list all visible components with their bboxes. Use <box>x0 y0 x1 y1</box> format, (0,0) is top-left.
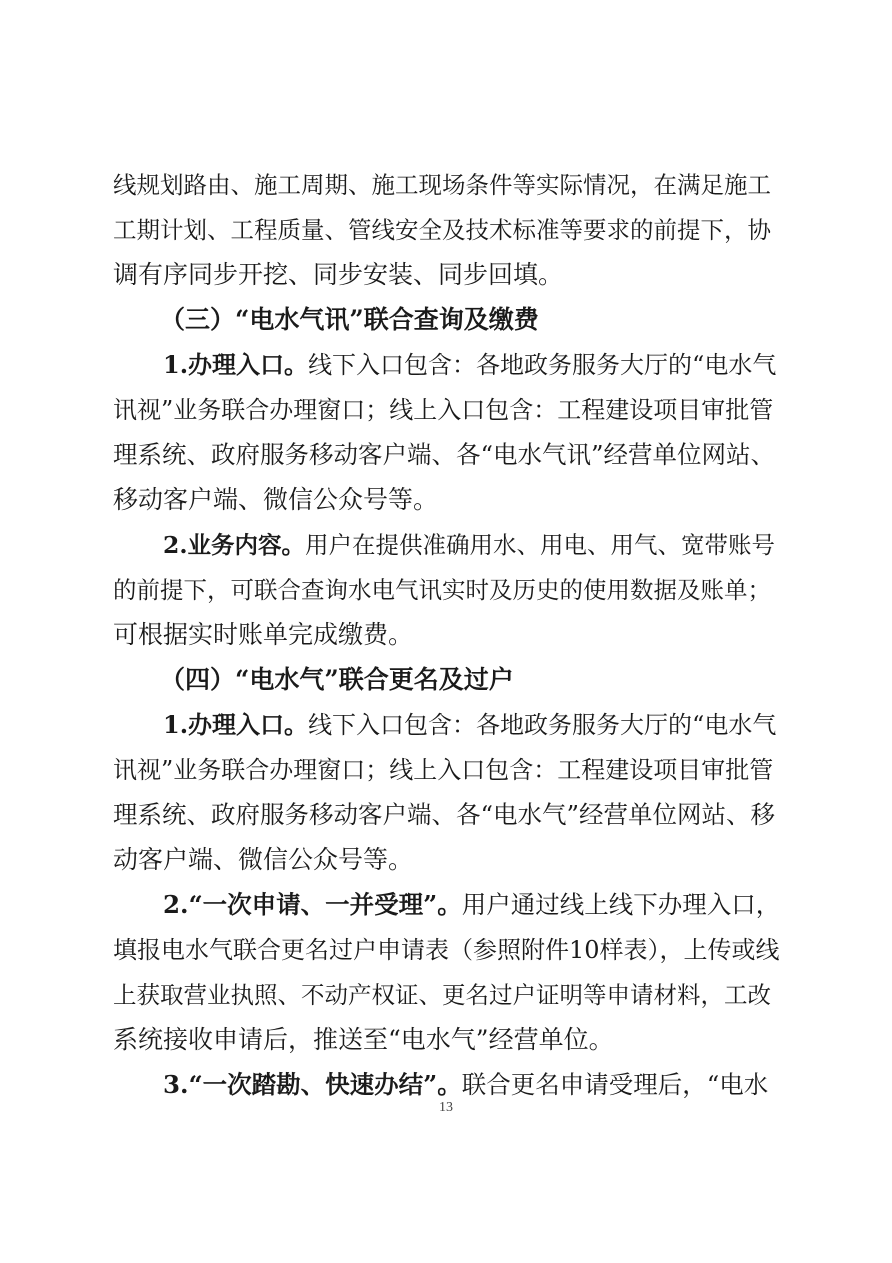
heading-text: （三）“电水气讯”联合查询及缴费 <box>160 305 539 334</box>
line-text: 线规划路由、施工周期、施工现场条件等实际情况，在满足施工 <box>113 171 771 199</box>
page-number: 13 <box>439 1100 453 1115</box>
paragraph-line <box>113 753 773 787</box>
paragraph-line <box>163 528 775 562</box>
paragraph-line <box>113 573 771 607</box>
paragraph-line <box>113 933 780 967</box>
paragraph-line <box>163 348 776 382</box>
line-text: 填报电水气联合更名过户申请表（参照附件10样表），上传或线 <box>113 936 780 964</box>
paragraph-line <box>163 708 776 742</box>
item-label: 2.业务内容。 <box>163 531 306 559</box>
line-text: 系统接收申请后，推送至“电水气”经营单位。 <box>113 1025 614 1054</box>
paragraph-line <box>113 1023 614 1057</box>
line-text: 的前提下，可联合查询水电气讯实时及历史的使用数据及账单； <box>113 576 771 604</box>
paragraph-line <box>113 978 771 1012</box>
line-text: 移动客户端、微信公众号等。 <box>113 485 439 514</box>
line-text: 理系统、政府服务移动客户端、各“电水气讯”经营单位网站、 <box>113 440 776 469</box>
paragraph-line <box>113 798 775 832</box>
paragraph-line <box>113 438 775 472</box>
line-text: 用户通过线上线下办理入口， <box>461 890 781 919</box>
line-text: 联合更名申请受理后，“电水 <box>461 1070 769 1099</box>
line-text: 工期计划、工程质量、管线安全及技术标准等要求的前提下，协 <box>113 216 771 244</box>
paragraph-line <box>113 618 413 652</box>
line-text: 讯视”业务联合办理窗口；线上入口包含：工程建设项目审批管 <box>113 756 774 784</box>
item-label: 1.办理入口。 <box>163 350 309 379</box>
item-label: 2.“一次申请、一并受理”。 <box>163 890 462 919</box>
line-text: 讯视”业务联合办理窗口；线上入口包含：工程建设项目审批管 <box>113 396 774 424</box>
paragraph-line <box>163 1068 768 1102</box>
paragraph-line <box>113 213 771 247</box>
line-text: 理系统、政府服务移动客户端、各“电水气”经营单位网站、移 <box>113 800 776 829</box>
item-label: 1.办理入口。 <box>163 710 309 739</box>
heading-text: （四）“电水气”联合更名及过户 <box>160 665 514 694</box>
line-text: 线下入口包含：各地政务服务大厅的“电水气 <box>308 711 777 739</box>
line-text: 线下入口包含：各地政务服务大厅的“电水气 <box>308 351 777 379</box>
paragraph-line <box>163 888 780 922</box>
section-heading-4 <box>160 663 514 697</box>
item-label: 3.“一次踏勘、快速办结”。 <box>163 1070 462 1099</box>
paragraph-line <box>113 393 773 427</box>
paragraph-line <box>113 258 563 292</box>
paragraph-line <box>113 168 771 202</box>
line-text: 可根据实时账单完成缴费。 <box>113 620 414 649</box>
paragraph-line <box>113 483 438 517</box>
line-text: 上获取营业执照、不动产权证、更名过户证明等申请材料，工改 <box>113 981 771 1009</box>
line-text: 调有序同步开挖、同步安装、同步回填。 <box>113 260 564 289</box>
line-text: 用户在提供准确用水、用电、用气、宽带账号 <box>305 531 776 559</box>
line-text: 动客户端、微信公众号等。 <box>113 845 414 874</box>
paragraph-line <box>113 843 413 877</box>
section-heading-3 <box>160 303 539 337</box>
